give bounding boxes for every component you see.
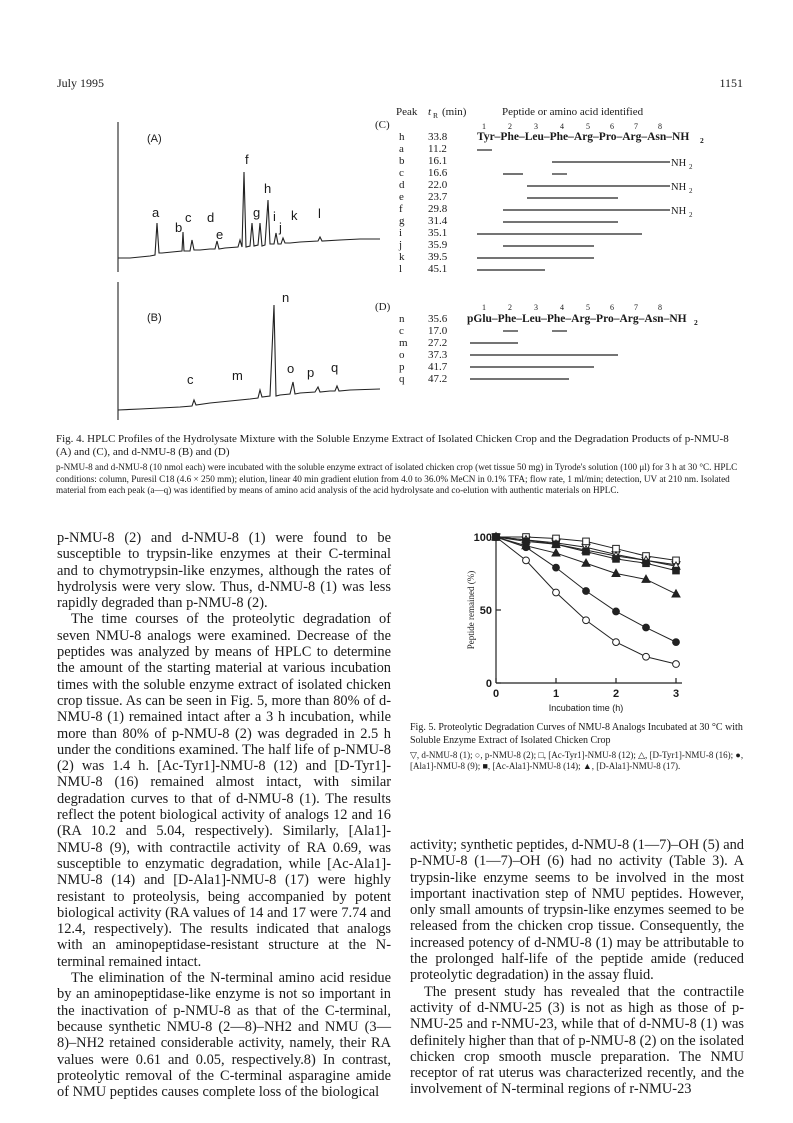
data-point	[642, 556, 650, 563]
position-number: 6	[610, 303, 614, 312]
peak-table-letter: a	[399, 143, 404, 155]
data-point	[523, 544, 530, 551]
data-point	[643, 624, 650, 631]
data-point	[643, 553, 650, 560]
sequence-d: pGlu–Phe–Leu–Phe–Arg–Pro–Arg–Asn–NH	[467, 313, 687, 325]
peak-table-letter: g	[399, 215, 405, 227]
y-axis-label: Peptide remained (%)	[466, 570, 476, 650]
position-number: 5	[586, 122, 590, 131]
chromatogram-b	[118, 282, 380, 420]
peak-table-retention: 16.6	[428, 167, 448, 179]
position-number: 2	[508, 303, 512, 312]
data-point	[522, 542, 530, 549]
peak-table-retention: 31.4	[428, 215, 448, 227]
position-number: 8	[658, 303, 662, 312]
body-column-right	[410, 837, 744, 1098]
position-number: 2	[508, 122, 512, 131]
data-point	[613, 545, 620, 552]
position-number: 1	[482, 122, 486, 131]
figure-4-caption-title: Fig. 4. HPLC Profiles of the Hydrolysate Mixture with the Soluble Enzyme Extract of Isolated Chicken Crop and the Degradation Products of p-NMU-8 (A) and (C), and d-NMU-8 (B) and (D)	[56, 433, 729, 458]
peak-table-retention: 45.1	[428, 263, 448, 275]
fragment-lines-c	[477, 150, 670, 270]
peak-label: i	[273, 209, 276, 224]
peak-table-retention: 16.1	[428, 155, 448, 167]
position-number: 4	[560, 303, 564, 312]
peak-table-letter: q	[399, 373, 405, 385]
peak-label: e	[216, 227, 224, 242]
sequence-c: Tyr–Phe–Leu–Phe–Arg–Pro–Arg–Asn–NH	[477, 131, 690, 143]
position-number: 8	[658, 122, 662, 131]
peak-table-letter: l	[399, 263, 403, 275]
paragraph: The time courses of the proteolytic degradation of seven NMU-8 analogs were examined. Decrease of the peptides was analyzed by means of HPLC to determine the amount of the starting material at various incubation times with the soluble enzyme extract of isolated chicken crop tissue. As can be seen in Fig. 5, more than 80% of d-NMU-8 (1) remained intact after a 3 h incubation, while more than 80% of p-NMU-8 (2) was degraded in 2.5 h under the conditions examined. The half life of p-NMU-8 (2) was 1.4 h. [Ac-Tyr1]-NMU-8 (12) and [D-Tyr1]-NMU-8 (16) remained almost intact, with similar degradation curves to that of d-NMU-8 (1). The results reflect the potent biological activity of analogs 12 and 16 (RA 10.2 and 5.04, respectively). Similarly, [Ala1]-NMU-8 (9), with contractile activity of RA 0.69, was susceptible to enzymatic degradation, while [Ac-Ala1]-NMU-8 (14) and [D-Ala1]-NMU-8 (17) were highly resistant to proteolysis, being accompanied by potent biological activity (RA values of 14 and 17 were 7.74 and 12.4, respectively). The results indicated that analogs with an aminopeptidase-resistant structure at the N-terminal remained intact.	[57, 611, 391, 970]
data-point	[493, 534, 500, 541]
series-line	[496, 537, 676, 571]
col-header-peak: Peak	[396, 106, 418, 118]
peak-label: c	[185, 210, 192, 225]
peak-table-letter: k	[399, 251, 405, 263]
position-number: 3	[534, 303, 538, 312]
col-header-tr-unit: (min)	[442, 106, 467, 118]
peak-table-letter: j	[399, 239, 403, 251]
peak-label: p	[307, 365, 315, 380]
data-point	[492, 533, 500, 540]
position-number: 5	[586, 303, 590, 312]
data-point	[492, 533, 500, 540]
data-point	[673, 639, 680, 646]
x-tick-label: 2	[612, 688, 620, 700]
x-tick-label: 1	[552, 688, 560, 700]
peak-table-retention: 39.5	[428, 251, 448, 263]
data-point	[493, 534, 500, 541]
peak-label: h	[264, 181, 272, 196]
data-point	[583, 538, 590, 545]
peak-label: q	[331, 360, 339, 375]
sequence-d-sub: 2	[694, 318, 698, 327]
position-number: 7	[634, 303, 638, 312]
data-point	[582, 559, 590, 566]
peak-labels-a	[152, 152, 321, 242]
y-tick-label: 0	[485, 678, 492, 690]
peak-table-letter: p	[399, 361, 405, 373]
position-numbers-c	[482, 122, 662, 131]
data-point	[552, 549, 560, 556]
peak-table-letter: i	[399, 227, 403, 239]
position-numbers-d	[482, 303, 662, 312]
data-point	[553, 535, 560, 542]
data-point	[612, 552, 620, 559]
svg-text:2: 2	[689, 187, 693, 195]
peak-label: j	[279, 220, 282, 235]
peak-table-letter: f	[399, 203, 403, 215]
peak-table-retention: 37.3	[428, 349, 448, 361]
position-number: 4	[560, 122, 564, 131]
peak-table-d	[399, 313, 448, 385]
col-header-tr-sub: R	[433, 111, 439, 120]
peak-table-retention: 47.2	[428, 373, 448, 385]
col-header-identified: Peptide or amino acid identified	[502, 106, 644, 118]
peak-table-letter: c	[399, 167, 404, 179]
data-point	[552, 540, 560, 547]
figure-4-caption	[56, 433, 744, 497]
peak-table-retention: 22.0	[428, 179, 448, 191]
body-column-left	[57, 530, 391, 1100]
series-line	[496, 537, 676, 566]
panel-label: (D)	[375, 301, 391, 313]
data-point	[523, 557, 530, 564]
page-number: 1151	[719, 76, 743, 90]
data-point	[493, 534, 500, 541]
peak-label: l	[318, 206, 321, 221]
series-line	[496, 537, 676, 664]
data-point	[612, 569, 620, 576]
series-line	[496, 537, 676, 565]
peak-table-c	[398, 131, 448, 275]
position-number: 1	[482, 303, 486, 312]
data-point	[642, 557, 650, 564]
figure-5-caption	[410, 722, 744, 772]
data-point	[523, 538, 530, 545]
data-point	[643, 653, 650, 660]
peak-table-letter: n	[399, 313, 405, 325]
peak-label: n	[282, 290, 290, 305]
data-point	[643, 560, 650, 567]
running-header-date: July 1995	[57, 76, 105, 90]
data-point	[522, 537, 530, 544]
data-point	[612, 552, 620, 559]
peak-table-retention: 35.6	[428, 313, 448, 325]
peak-table-letter: b	[399, 155, 405, 167]
peak-table-retention: 27.2	[428, 337, 448, 349]
peak-label: f	[245, 152, 249, 167]
data-point	[673, 557, 680, 564]
peak-table-retention: 41.7	[428, 361, 448, 373]
data-point	[552, 540, 560, 547]
figure-4-caption-detail: p-NMU-8 and d-NMU-8 (10 nmol each) were incubated with the soluble enzyme extract of isolated chicken crop (wet tissue 50 mg) in Tyrode's solution (100 μl) for 3 h at 30 °C. HPLC conditions: column, Puresil C18 (4.6 × 250 mm); elution, linear 40 min gradient elution from 4.0 to 36.0% MeCN in 0.1% TFA; flow rate, 1 ml/min; detection, UV at 210 nm. Isolated material from each peak (a—q) was identified by means of amino acid analysis of the acid hydrolysate and co-elution with authentic materials on HPLC.	[56, 462, 738, 496]
data-point	[493, 534, 500, 541]
svg-text:2: 2	[689, 211, 693, 219]
peak-label: g	[253, 205, 261, 220]
data-point	[672, 562, 680, 569]
data-point	[642, 575, 650, 582]
figure-4-hplc	[0, 0, 793, 430]
peak-label: c	[187, 372, 194, 387]
peak-table-retention: 35.9	[428, 239, 448, 251]
panel-label: (C)	[375, 119, 390, 131]
sequence-c-sub: 2	[700, 136, 704, 145]
panel-label: (B)	[147, 312, 162, 324]
data-point	[553, 589, 560, 596]
data-point	[553, 564, 560, 571]
data-point	[613, 608, 620, 615]
y-tick-label: 50	[479, 605, 492, 617]
data-point	[613, 639, 620, 646]
peak-table-letter: h	[399, 131, 405, 143]
data-point	[492, 534, 500, 541]
x-tick-label: 0	[492, 688, 500, 700]
peak-label: k	[291, 208, 298, 223]
series-line	[496, 537, 676, 642]
position-number: 6	[610, 122, 614, 131]
fragment-lines-d	[470, 331, 618, 379]
paragraph: p-NMU-8 (2) and d-NMU-8 (1) were found to be susceptible to trypsin-like enzymes at their C-terminal and to chymotrypsin-like enzymes, although the rates of hydrolysis were very slow. Thus, d-NMU-8 (1) was less rapidly degraded than p-NMU-8 (2).	[57, 530, 391, 612]
position-number: 7	[634, 122, 638, 131]
peak-table-letter: e	[399, 191, 404, 203]
paragraph: activity; synthetic peptides, d-NMU-8 (1—7)–OH (5) and p-NMU-8 (1—7)–OH (6) had no activity (Table 3). A trypsin-like enzyme seems to be involved in the most important inactivation step of NMU peptides. However, only small amounts of trypsin-like enzymes seemed to be released from the chicken crop tissue. Consequently, the increased potency of d-NMU-8 (1) may be attributable to the prolonged half-life of the peptide amide (reduced proteolytic degradation) in the assay fluid.	[410, 837, 744, 984]
peak-label: b	[175, 220, 183, 235]
series-line	[496, 537, 676, 594]
svg-text:2: 2	[689, 163, 693, 171]
data-point	[553, 541, 560, 548]
panel-label: (A)	[147, 133, 162, 145]
nh2-label: NH	[671, 182, 687, 193]
peak-table-retention: 17.0	[428, 325, 448, 337]
data-point	[583, 617, 590, 624]
peak-label: a	[152, 205, 160, 220]
data-point	[523, 534, 530, 541]
peak-table-letter: m	[399, 337, 408, 349]
data-point	[673, 567, 680, 574]
peak-table-retention: 11.2	[428, 143, 447, 155]
x-axis-label: Incubation time (h)	[548, 703, 624, 713]
peak-label: m	[232, 368, 243, 383]
nh2-label: NH	[671, 158, 687, 169]
peak-table-letter: d	[399, 179, 405, 191]
data-point	[583, 548, 590, 555]
position-number: 3	[534, 122, 538, 131]
paragraph: The present study has revealed that the contractile activity of d-NMU-25 (3) is not as high as those of p-NMU-25 and r-NMU-23, while that of d-NMU-8 (1) was definitely higher than that of p-NMU-8 (2) on the isolated chicken crop smooth muscle preparation. The NMU receptor of rat uterus was characterized recently, and the involvement of N-terminal regions of r-NMU-23	[410, 983, 744, 1098]
peak-table-retention: 23.7	[428, 191, 448, 203]
data-point	[613, 556, 620, 563]
data-point	[522, 536, 530, 543]
peak-table-retention: 33.8	[428, 131, 448, 143]
x-tick-label: 3	[672, 688, 680, 700]
data-point	[672, 562, 680, 569]
data-point	[673, 661, 680, 668]
peak-labels-b	[187, 290, 338, 387]
peak-label: o	[287, 361, 295, 376]
nh2-label: NH	[671, 206, 687, 217]
data-point	[582, 544, 590, 551]
series-line	[496, 537, 676, 560]
peak-table-retention: 29.8	[428, 203, 448, 215]
figure-5-caption-detail: ▽, d-NMU-8 (1); ○, p-NMU-8 (2); □, [Ac-Tyr1]-NMU-8 (12); △, [D-Tyr1]-NMU-8 (16); ●, [Ala1]-NMU-8 (9); ■, [Ac-Ala1]-NMU-8 (14); ▲, [D-Ala1]-NMU-8 (17).	[410, 750, 744, 771]
y-tick-label: 100	[473, 532, 492, 544]
col-header-tr: t	[428, 106, 432, 118]
paragraph: The elimination of the N-terminal amino acid residue by an aminopeptidase-like enzyme is not so important in the inactivation of p-NMU-8 as that of the C-terminal, because synthetic NMU-8 (2—8)–NH2 and NMU (3—8)–NH2 retained considerable activity, namely, their RA values were 0.61 and 0.05, respectively.8) In contrast, proteolytic removal of the C-terminal asparagine amide of NMU peptides causes complete loss of the biological	[57, 970, 391, 1101]
peak-table-letter: o	[399, 349, 405, 361]
data-point	[672, 590, 680, 597]
peak-label: d	[207, 210, 215, 225]
data-point	[582, 546, 590, 553]
figure-5-caption-title: Fig. 5. Proteolytic Degradation Curves of NMU-8 Analogs Incubated at 30 °C with Soluble Enzyme Extract of Isolated Chicken Crop	[410, 722, 743, 746]
data-point	[583, 588, 590, 595]
peak-table-letter: c	[399, 325, 404, 337]
peak-table-retention: 35.1	[428, 227, 448, 239]
